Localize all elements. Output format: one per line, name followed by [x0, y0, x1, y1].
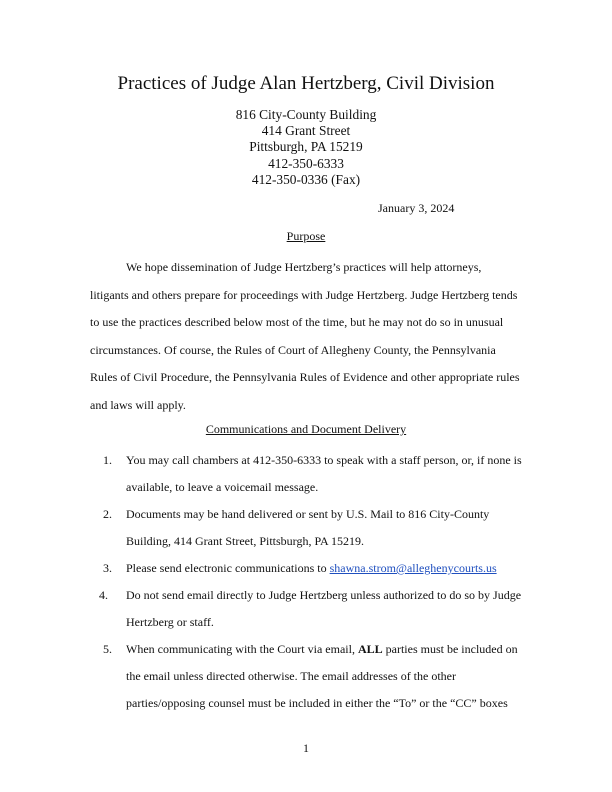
address-street: 414 Grant Street: [261, 123, 351, 139]
list-item-number: 4.: [99, 588, 108, 602]
list-item-text: Documents may be hand delivered or sent by U.S. Mail to 816 City-County Building, 414 Grant Street, Pittsburgh, PA 15219.: [126, 507, 490, 548]
list-item-number: 3.: [103, 561, 112, 575]
list-item-text: [126, 555, 522, 582]
address-fax: 412-350-0336 (Fax): [251, 171, 361, 187]
list-item-text-prefix: When communicating with the Court via email,: [126, 642, 358, 656]
email-link[interactable]: shawna.strom@alleghenycourts.us: [329, 561, 497, 575]
document-date: January 3, 2024: [378, 201, 455, 215]
address-phone: 412-350-6333: [268, 155, 344, 171]
communications-heading: Communications and Document Delivery: [205, 422, 407, 436]
emphasis-all: ALL: [357, 642, 383, 656]
list-item-number: 2.: [103, 507, 112, 521]
purpose-paragraph: We hope dissemination of Judge Hertzberg’s practices will help attorneys, litigants and others prepare for proceedings with Judge Hertzberg. Judge Hertzberg tends to use the practices described below most of the time, but he may not do so in unusual circumstances. Of course, the Rules of Court of Allegheny County, the Pennsylvania Rules of Civil Procedure, the Pennsylvania Rules of Evidence and other appropriate rules and laws will apply.: [90, 260, 520, 412]
address-city: Pittsburgh, PA 15219: [249, 139, 363, 155]
purpose-heading: Purpose: [286, 229, 326, 243]
page-number: 1: [303, 741, 309, 755]
document-title: Practices of Judge Alan Hertzberg, Civil Division: [117, 73, 495, 94]
list-item-text: Do not send email directly to Judge Hertzberg unless authorized to do so by Judge Hertzberg or staff.: [126, 588, 522, 629]
list-item-number: 5.: [103, 642, 112, 656]
address-building: 816 City-County Building: [235, 107, 377, 122]
list-item-text-prefix: Please send electronic communications to: [126, 561, 330, 575]
list-item-text-suffix: parties must be included on the email unless directed otherwise. The email addresses of the other parties/opposing counsel must be included in either the “To” or the “CC” boxes: [126, 642, 518, 710]
list-item-text: You may call chambers at 412-350-6333 to speak with a staff person, or, if none is available, to leave a voicemail message.: [126, 453, 522, 494]
list-item-number: 1.: [103, 453, 112, 467]
list-item-text: [126, 636, 522, 717]
chambers-address: [0, 107, 612, 188]
